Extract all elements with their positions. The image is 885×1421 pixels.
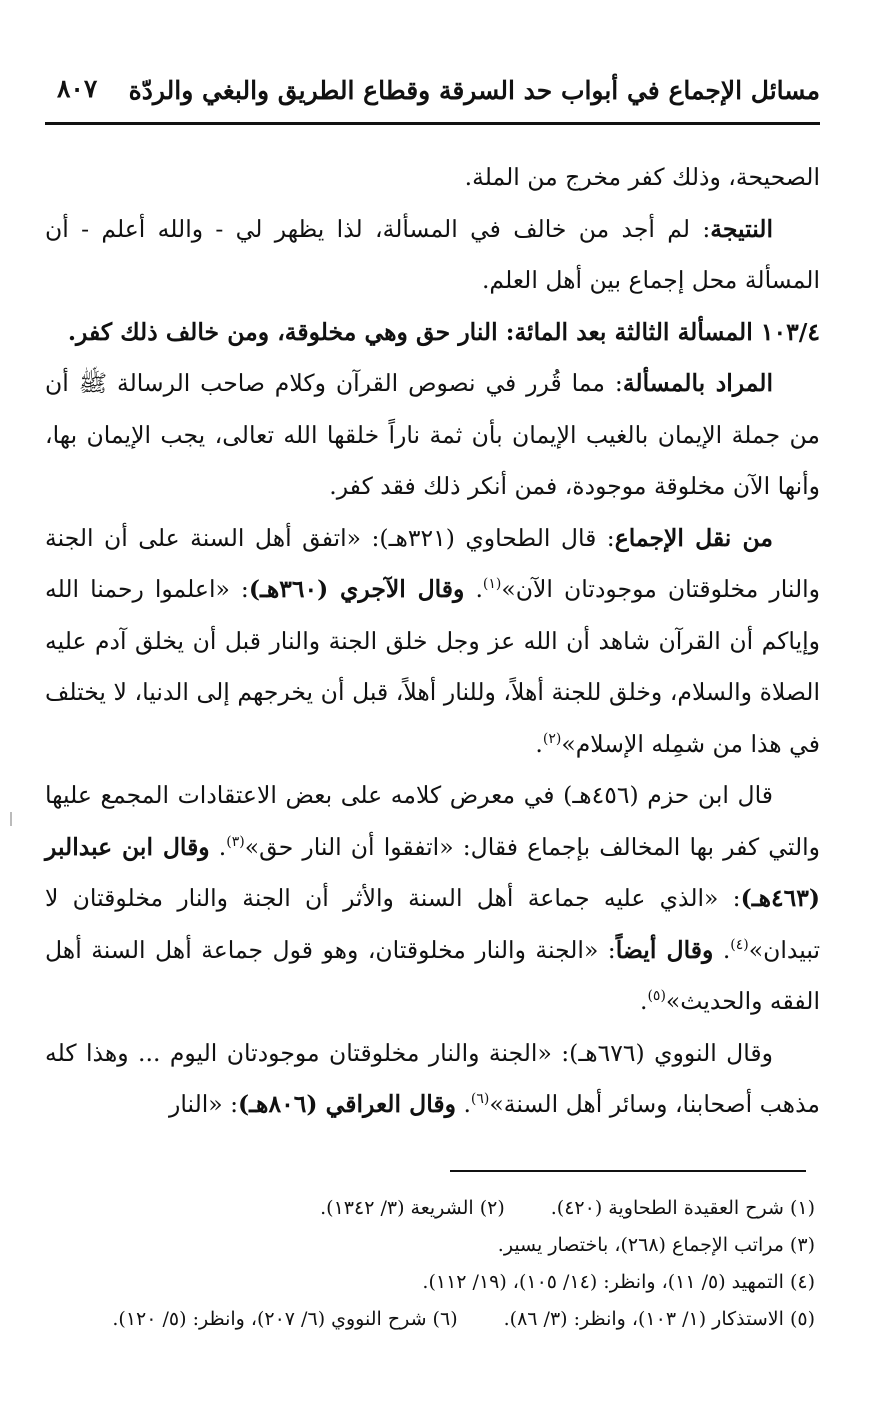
- footnote-1: (١) شرح العقيدة الطحاوية (٤٢٠).: [550, 1197, 815, 1219]
- page-header: [45, 70, 820, 125]
- footnote-5: (٥) الاستذكار (١/ ١٠٣)، وانظر: (٣/ ٨٦).: [503, 1308, 815, 1330]
- footnote-ref[interactable]: (٤): [730, 936, 749, 953]
- footnote-row: [40, 1301, 815, 1338]
- footnote-row: [40, 1264, 815, 1301]
- paragraph-nawawi: وقال النووي (٦٧٦هـ): «الجنة والنار مخلوقتان موجودتان اليوم ... وهذا كله مذهب أصحابنا، وسائر أهل السنة»$^{(٦)}$. وقال العراقي (٨٠٦هـ): «النار: [45, 1038, 820, 1118]
- page-number: ٨٠٧: [57, 74, 98, 103]
- paragraph-continuation: الصحيحة، وذلك كفر مخرج من الملة.: [464, 163, 820, 191]
- margin-mark: [10, 812, 12, 826]
- footnote-3: (٣) مراتب الإجماع (٢٦٨)، باختصار يسير.: [497, 1234, 815, 1256]
- paragraph-result: النتيجة: لم أجد من خالف في المسألة، لذا يظهر لي - والله أعلم - أن المسألة محل إجماع بين أهل العلم.: [45, 214, 820, 294]
- result-label: النتيجة: [710, 214, 773, 243]
- issue-heading: ١٠٣/٤ المسألة الثالثة بعد المائة: النار حق وهي مخلوقة، ومن خالف ذلك كفر.: [67, 317, 820, 346]
- paragraph-ibn-hazm: قال ابن حزم (٤٥٦هـ) في معرض كلامه على بعض الاعتقادات المجمع عليها والتي كفر بها المخالف بإجماع فقال: «اتفقوا أن النار حق»$^{(٣)}$. وقال ابن عبدالبر (٤٦٣هـ): «الذي عليه جماعة أهل السنة والأثر أن الجنة والنار مخلوقتان لا تبيدان»$^{(٤)}$. وقال أيضاً: «الجنة والنار مخلوقتان، وهو قول جماعة أهل السنة أهل الفقه والحديث»$^{(٥)}$.: [45, 781, 820, 1015]
- footnotes: [40, 1190, 815, 1338]
- footnote-2: (٢) الشريعة (٣/ ١٣٤٢).: [320, 1197, 505, 1219]
- footnote-ref[interactable]: (٦): [470, 1091, 490, 1108]
- footnote-ref[interactable]: (٥): [647, 988, 666, 1005]
- meaning-label: المراد بالمسألة: [622, 369, 774, 397]
- running-title: مسائل الإجماع في أبواب حد السرقة وقطاع الطريق والبغي والردّة: [128, 76, 820, 105]
- footnote-row: [40, 1190, 815, 1227]
- footnote-row: [40, 1227, 815, 1264]
- main-text: [45, 152, 820, 1131]
- footnote-ref[interactable]: (٢): [542, 730, 562, 747]
- footnote-ref[interactable]: (١): [482, 576, 502, 593]
- footnote-6: (٦) شرح النووي (٦/ ٢٠٧)، وانظر: (٥/ ١٢٠).: [112, 1308, 458, 1330]
- footnote-separator: [450, 1170, 806, 1172]
- paragraph-consensus: من نقل الإجماع: قال الطحاوي (٣٢١هـ): «اتفق أهل السنة على أن الجنة والنار مخلوقتان موجودتان الآن»$^{(١)}$. وقال الآجري (٣٦٠هـ): «اعلموا رحمنا الله وإياكم أن القرآن شاهد أن الله عز وجل خلق الجنة والنار قبل أن يخلق آدم عليه الصلاة والسلام، وخلق للجنة أهلاً، وللنار أهلاً، قبل أن يخرجهم إلى الدنيا، لا يختلف في هذا من شمِله الإسلام»$^{(٢)}$.: [45, 523, 820, 758]
- paragraph-meaning: المراد بالمسألة: مما قُرر في نصوص القرآن وكلام صاحب الرسالة ﷺ أن من جملة الإيمان بالغيب الإيمان بأن ثمة ناراً خلقها الله تعالى، يجب الإيمان بها، وأنها الآن مخلوقة موجودة، فمن أنكر ذلك فقد كفر.: [45, 369, 820, 500]
- consensus-label: من نقل الإجماع: [614, 523, 773, 552]
- footnote-ref[interactable]: (٣): [226, 833, 245, 850]
- footnote-4: (٤) التمهيد (٥/ ١١)، وانظر: (١٤/ ١٠٥)، (١٩/ ١١٢).: [422, 1271, 815, 1293]
